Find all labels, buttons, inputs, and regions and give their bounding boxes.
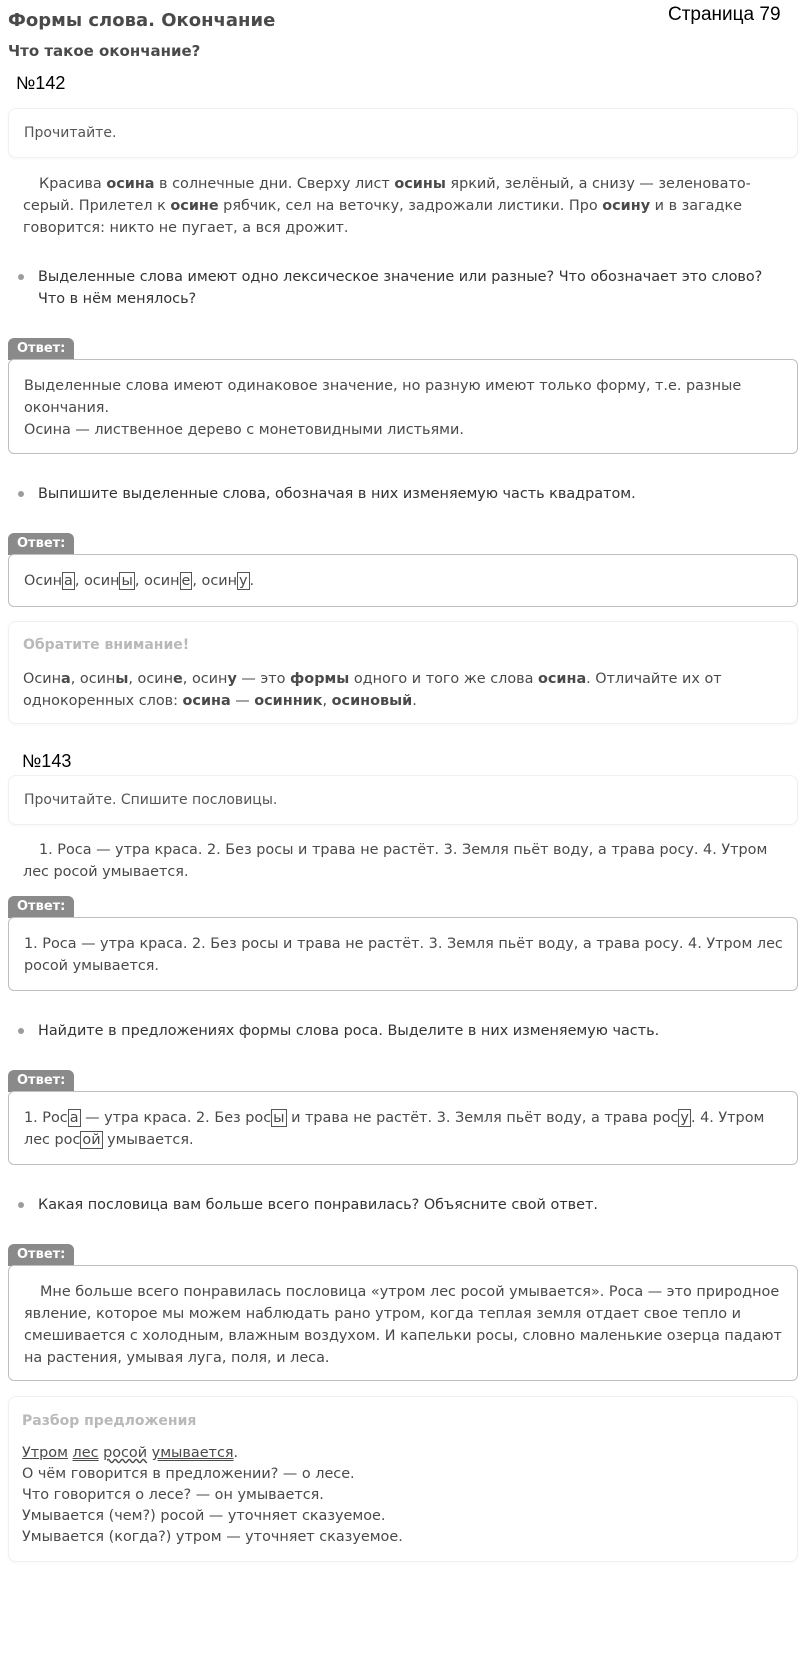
page-number: Страница 79 [668,4,781,25]
bullet-dot [18,274,24,280]
answer-label: Ответ: [8,1244,74,1266]
task-card-142 [8,108,798,158]
question-143-2: Найдите в предложениях формы слова роса. Выделите в них изменяемую часть. [18,1020,788,1042]
task-card-143 [8,775,798,825]
reading-text-143: 1. Роса — утра краса. 2. Без росы и трава не растёт. 3. Земля пьёт воду, а трава росу. 4. Утром лес росой умывается. [23,842,768,880]
parse-title: Разбор предложения [22,1413,197,1429]
sentence-parse [8,1396,798,1562]
note-title: Обратите внимание! [23,637,190,653]
page-title: Формы слова. Окончание [8,10,276,31]
answer-label: Ответ: [8,896,74,918]
answer-box-142-2: Осин а , осин ы , осин е , осин у . [8,554,798,607]
answer-box-143-3: Мне больше всего понравилась пословица «утром лес росой умывается». Роса — это природное явление, которое мы можем наблюдать рано утром, когда теплая земля отдает свое тепло и смешивается с холодным, влажным воздухом. И капельки росы, словно маленькие озерца падают на растения, умывая луга, поля, и леса. [8,1265,798,1381]
reading-text-142: Красива осина в солнечные дни. Сверху лист осины яркий, зелёный, а снизу — зеленовато-серый. Прилетел к осине рябчик, сел на веточку, задрожали листики. Про осину и в загадке говорится: никто не пугает, а вся дрожит. [23,176,751,236]
question-142-1: Выделенные слова имеют одно лексическое значение или разные? Что обозначает это слово? Что в нём менялось? [18,266,788,310]
answer-box-142-1: Выделенные слова имеют одинаковое значение, но разную имеют только форму, т.е. разные окончания. Осина — лиственное дерево с монетовидными листьями. [8,359,798,454]
answer-box-143-1: 1. Роса — утра краса. 2. Без росы и трава не растёт. 3. Земля пьёт воду, а трава росу. 4. Утром лес росой умывается. [8,917,798,991]
task-text: Прочитайте. Спишите пословицы. [24,792,278,808]
bullet-dot [18,491,24,497]
question-143-3: Какая пословица вам больше всего понравилась? Объясните свой ответ. [18,1194,788,1216]
bullet-dot [18,1202,24,1208]
bullet-dot [18,1028,24,1034]
exercise-number-142: №142 [16,73,66,93]
attention-note [8,621,798,724]
answer-label: Ответ: [8,1070,74,1092]
task-text: Прочитайте. [24,125,117,141]
answer-label: Ответ: [8,533,74,555]
question-142-2: Выпишите выделенные слова, обозначая в них изменяемую часть квадратом. [18,483,788,505]
exercise-number-143: №143 [22,751,72,771]
page-subtitle: Что такое окончание? [8,42,201,60]
parse-sentence: Утром лес росой умывается. [22,1445,239,1461]
answer-label: Ответ: [8,338,74,360]
answer-box-143-2: 1. Рос а — утра краса. 2. Без рос ы и трава не растёт. 3. Земля пьёт воду, а трава рос у . 4. Утром лес рос ой умывается. [8,1091,798,1165]
note-text: Осина, осины, осине, осину — это формы одного и того же слова осина. Отличайте их от однокоренных слов: осина — осинник, осиновый. [23,671,722,709]
parse-lines: Утром лес росой умывается. О чём говорится в предложении? — о лесе. Что говорится о лесе? — он умывается. Умывается (чем?) росой — уточняет сказуемое. Умывается (когда?) утром — уточняет сказуемое. [22,1443,782,1548]
